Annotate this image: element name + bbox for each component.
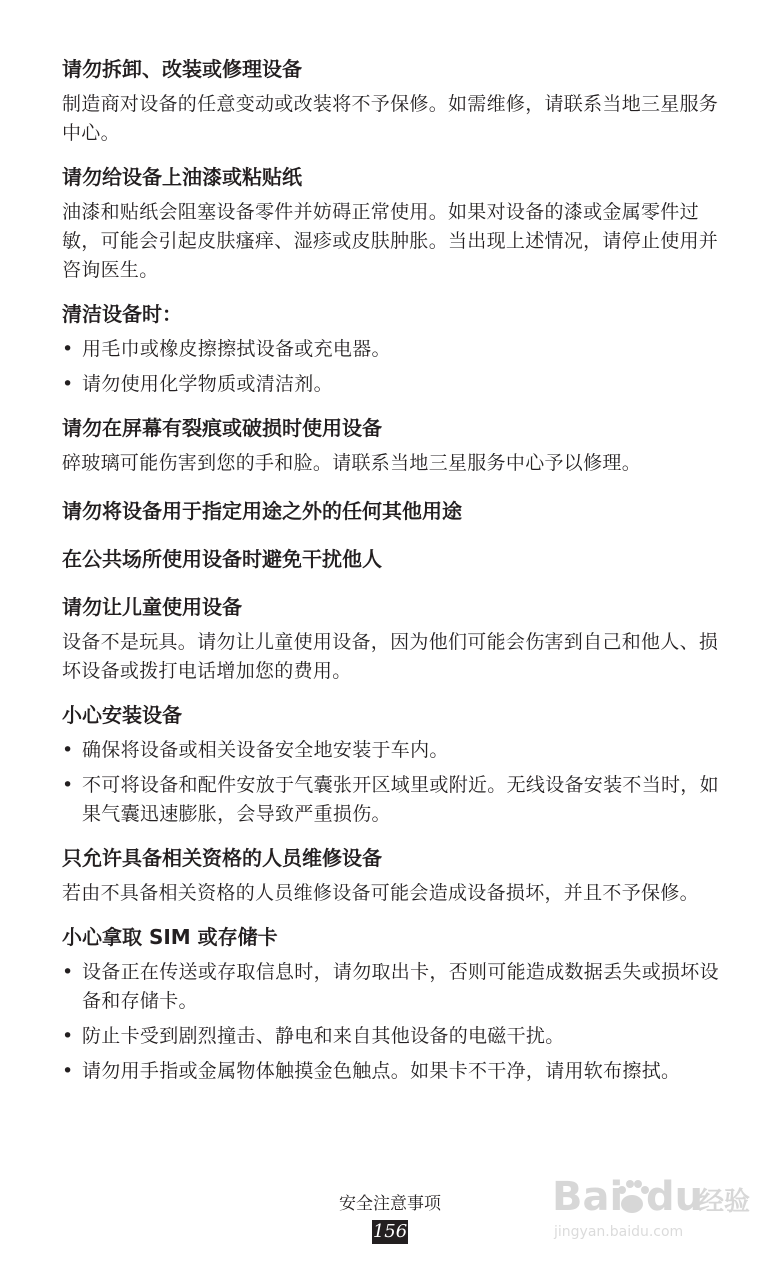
section-qualified-service [62, 843, 722, 908]
section-intended-use [62, 496, 722, 526]
list-item: • 请勿用手指或金属物体触摸金色触点。如果卡不干净，请用软布擦拭。 [62, 1060, 681, 1082]
section-body: 设备不是玩具。请勿让儿童使用设备，因为他们可能会伤害到自己和他人、损坏设备或拨打电话增加您的费用。 [62, 631, 719, 682]
section-body: 制造商对设备的任意变动或改装将不予保修。如需维修，请联系当地三星服务中心。 [62, 93, 719, 144]
list-item: • 不可将设备和配件安放于气囊张开区域里或附近。无线设备安装不当时，如果气囊迅速膨胀，会导致严重损伤。 [62, 774, 719, 825]
bullet-list [62, 958, 722, 1086]
section-heading: 在公共场所使用设备时避免干扰他人 [62, 547, 382, 571]
section-installation [62, 700, 722, 829]
watermark-url: jingyan.baidu.com [554, 1224, 684, 1240]
section-children [62, 592, 722, 686]
section-heading: 请勿将设备用于指定用途之外的任何其他用途 [62, 499, 462, 523]
page-number: 156 [372, 1221, 408, 1242]
section-heading: 请勿给设备上油漆或粘贴纸 [62, 165, 302, 189]
section-body: 油漆和贴纸会阻塞设备零件并妨碍正常使用。如果对设备的漆或金属零件过敏，可能会引起皮肤瘙痒、湿疹或皮肤肿胀。当出现上述情况，请停止使用并咨询医生。 [62, 201, 719, 281]
document-body [62, 54, 722, 1092]
section-disassemble [62, 54, 722, 148]
list-item: • 确保将设备或相关设备安全地安装于车内。 [62, 739, 449, 761]
section-sim-card [62, 922, 722, 1086]
baidu-jingyan-watermark [552, 1168, 752, 1248]
baidu-paw-logo-icon [552, 1168, 752, 1224]
svg-text:du: du [646, 1174, 704, 1220]
section-heading: 小心拿取 SIM 或存储卡 [62, 925, 278, 949]
section-heading: 请勿让儿童使用设备 [62, 595, 242, 619]
section-heading: 小心安装设备 [62, 703, 182, 727]
bullet-list [62, 335, 722, 399]
svg-text:经验: 经验 [698, 1187, 751, 1217]
section-paint [62, 162, 722, 285]
list-item: • 设备正在传送或存取信息时，请勿取出卡，否则可能造成数据丢失或损坏设备和存储卡。 [62, 961, 719, 1012]
list-item: • 请勿使用化学物质或清洁剂。 [62, 373, 333, 395]
section-body: 若由不具备相关资格的人员维修设备可能会造成设备损坏，并且不予保修。 [62, 882, 699, 904]
section-heading: 清洁设备时： [62, 302, 182, 326]
section-cleaning [62, 299, 722, 399]
section-heading: 请勿拆卸、改装或修理设备 [62, 57, 302, 81]
section-public-places [62, 544, 722, 574]
list-item: • 用毛巾或橡皮擦擦拭设备或充电器。 [62, 338, 391, 360]
section-heading: 只允许具备相关资格的人员维修设备 [62, 846, 382, 870]
section-heading: 请勿在屏幕有裂痕或破损时使用设备 [62, 416, 382, 440]
section-cracked-screen [62, 413, 722, 478]
svg-text:Bai: Bai [552, 1174, 624, 1220]
section-body: 碎玻璃可能伤害到您的手和脸。请联系当地三星服务中心予以修理。 [62, 452, 642, 474]
bullet-list [62, 736, 722, 829]
footer-title: 安全注意事项 [339, 1194, 441, 1214]
list-item: • 防止卡受到剧烈撞击、静电和来自其他设备的电磁干扰。 [62, 1025, 565, 1047]
